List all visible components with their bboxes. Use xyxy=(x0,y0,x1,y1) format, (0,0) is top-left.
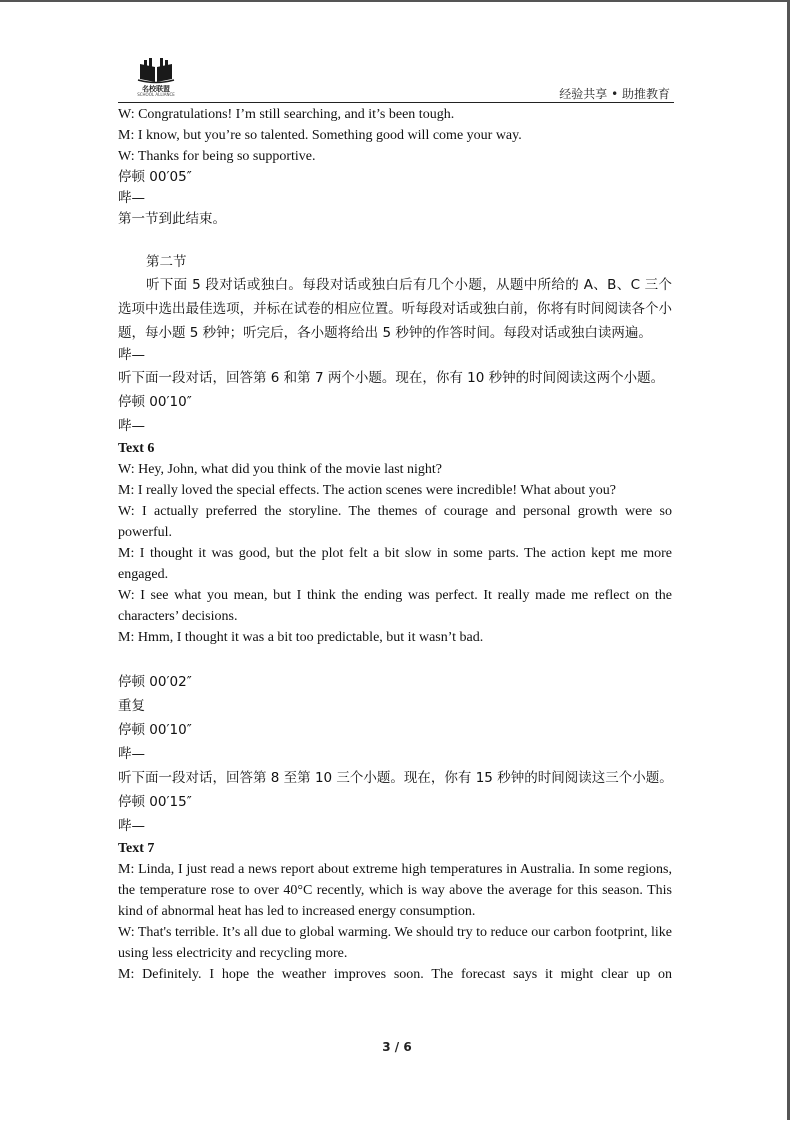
logo-subtext: SCHOOL ALLIANCE xyxy=(137,92,175,97)
beep-marker: 哔— xyxy=(118,818,145,834)
dialogue-line: W: That's terrible. It’s all due to global warming. We should try to reduce our carbon footprint, like using less electricity and recycling more. xyxy=(118,925,672,961)
repeat-marker: 重复 xyxy=(118,698,145,714)
dialogue-line: W: Thanks for being so supportive. xyxy=(118,149,316,164)
dialogue-line: W: I see what you mean, but I think the ending was perfect. It really made me reflect on the characters’ decisions. xyxy=(118,588,672,624)
dialogue-line: W: I actually preferred the storyline. The themes of courage and personal growth were so powerful. xyxy=(118,504,672,540)
pause-marker: 停顿 00′02″ xyxy=(118,674,192,690)
beep-marker: 哔— xyxy=(118,347,145,363)
dialogue-line: M: Linda, I just read a news report about extreme high temperatures in Australia. In some regions, the temperature rose to over 40°C recently, which is way above the average for this season. This kind of abnormal heat has led to increased energy consumption. xyxy=(118,862,672,919)
dialogue-line: M: Definitely. I hope the weather improves soon. The forecast says it might clear up on xyxy=(118,967,672,982)
pause-marker: 停顿 00′10″ xyxy=(118,394,192,410)
beep-marker: 哔— xyxy=(118,746,145,762)
dialogue-line: M: I really loved the special effects. The action scenes were incredible! What about you? xyxy=(118,483,616,498)
dialogue-line: M: Hmm, I thought it was a bit too predictable, but it wasn’t bad. xyxy=(118,630,484,645)
text-title: Text 6 xyxy=(118,441,155,456)
pause-marker: 停顿 00′05″ xyxy=(118,169,192,185)
section-title: 第二节 xyxy=(146,254,187,270)
beep-marker: 哔— xyxy=(118,418,145,434)
page-number: 3 / 6 xyxy=(382,1040,412,1054)
page-header xyxy=(118,58,674,103)
document-body xyxy=(118,104,672,985)
header-slogan: 经验共享 • 助推教育 xyxy=(559,87,670,101)
open-book-icon xyxy=(136,58,176,84)
dialogue-line: M: I thought it was good, but the plot felt a bit slow in some parts. The action kept me more engaged. xyxy=(118,546,672,582)
pause-marker: 停顿 00′10″ xyxy=(118,722,192,738)
section-end-note: 第一节到此结束。 xyxy=(118,211,226,227)
dialogue-line: W: Congratulations! I’m still searching, and it’s been tough. xyxy=(118,107,455,122)
beep-marker: 哔— xyxy=(118,190,145,206)
section-instructions: 听下面 5 段对话或独白。每段对话或独白后有几个小题，从题中所给的 A、B、C 三个选项中选出最佳选项，并标在试卷的相应位置。听每段对话或独白前，你将有时间阅读各个小题，每小题 5 秒钟；听完后，各小题将给出 5 秒钟的作答时间。每段对话或独白读两遍。 xyxy=(118,277,672,341)
question-instruction: 听下面一段对话，回答第 6 和第 7 两个小题。现在，你有 10 秒钟的时间阅读这两个小题。 xyxy=(118,370,665,386)
text-title: Text 7 xyxy=(118,841,155,856)
pause-marker: 停顿 00′15″ xyxy=(118,794,192,810)
question-instruction: 听下面一段对话，回答第 8 至第 10 三个小题。现在，你有 15 秒钟的时间阅读这三个小题。 xyxy=(118,770,673,786)
dialogue-line: W: Hey, John, what did you think of the movie last night? xyxy=(118,462,443,477)
dialogue-line: M: I know, but you’re so talented. Something good will come your way. xyxy=(118,128,522,143)
logo-text: 名校联盟 xyxy=(142,85,170,93)
